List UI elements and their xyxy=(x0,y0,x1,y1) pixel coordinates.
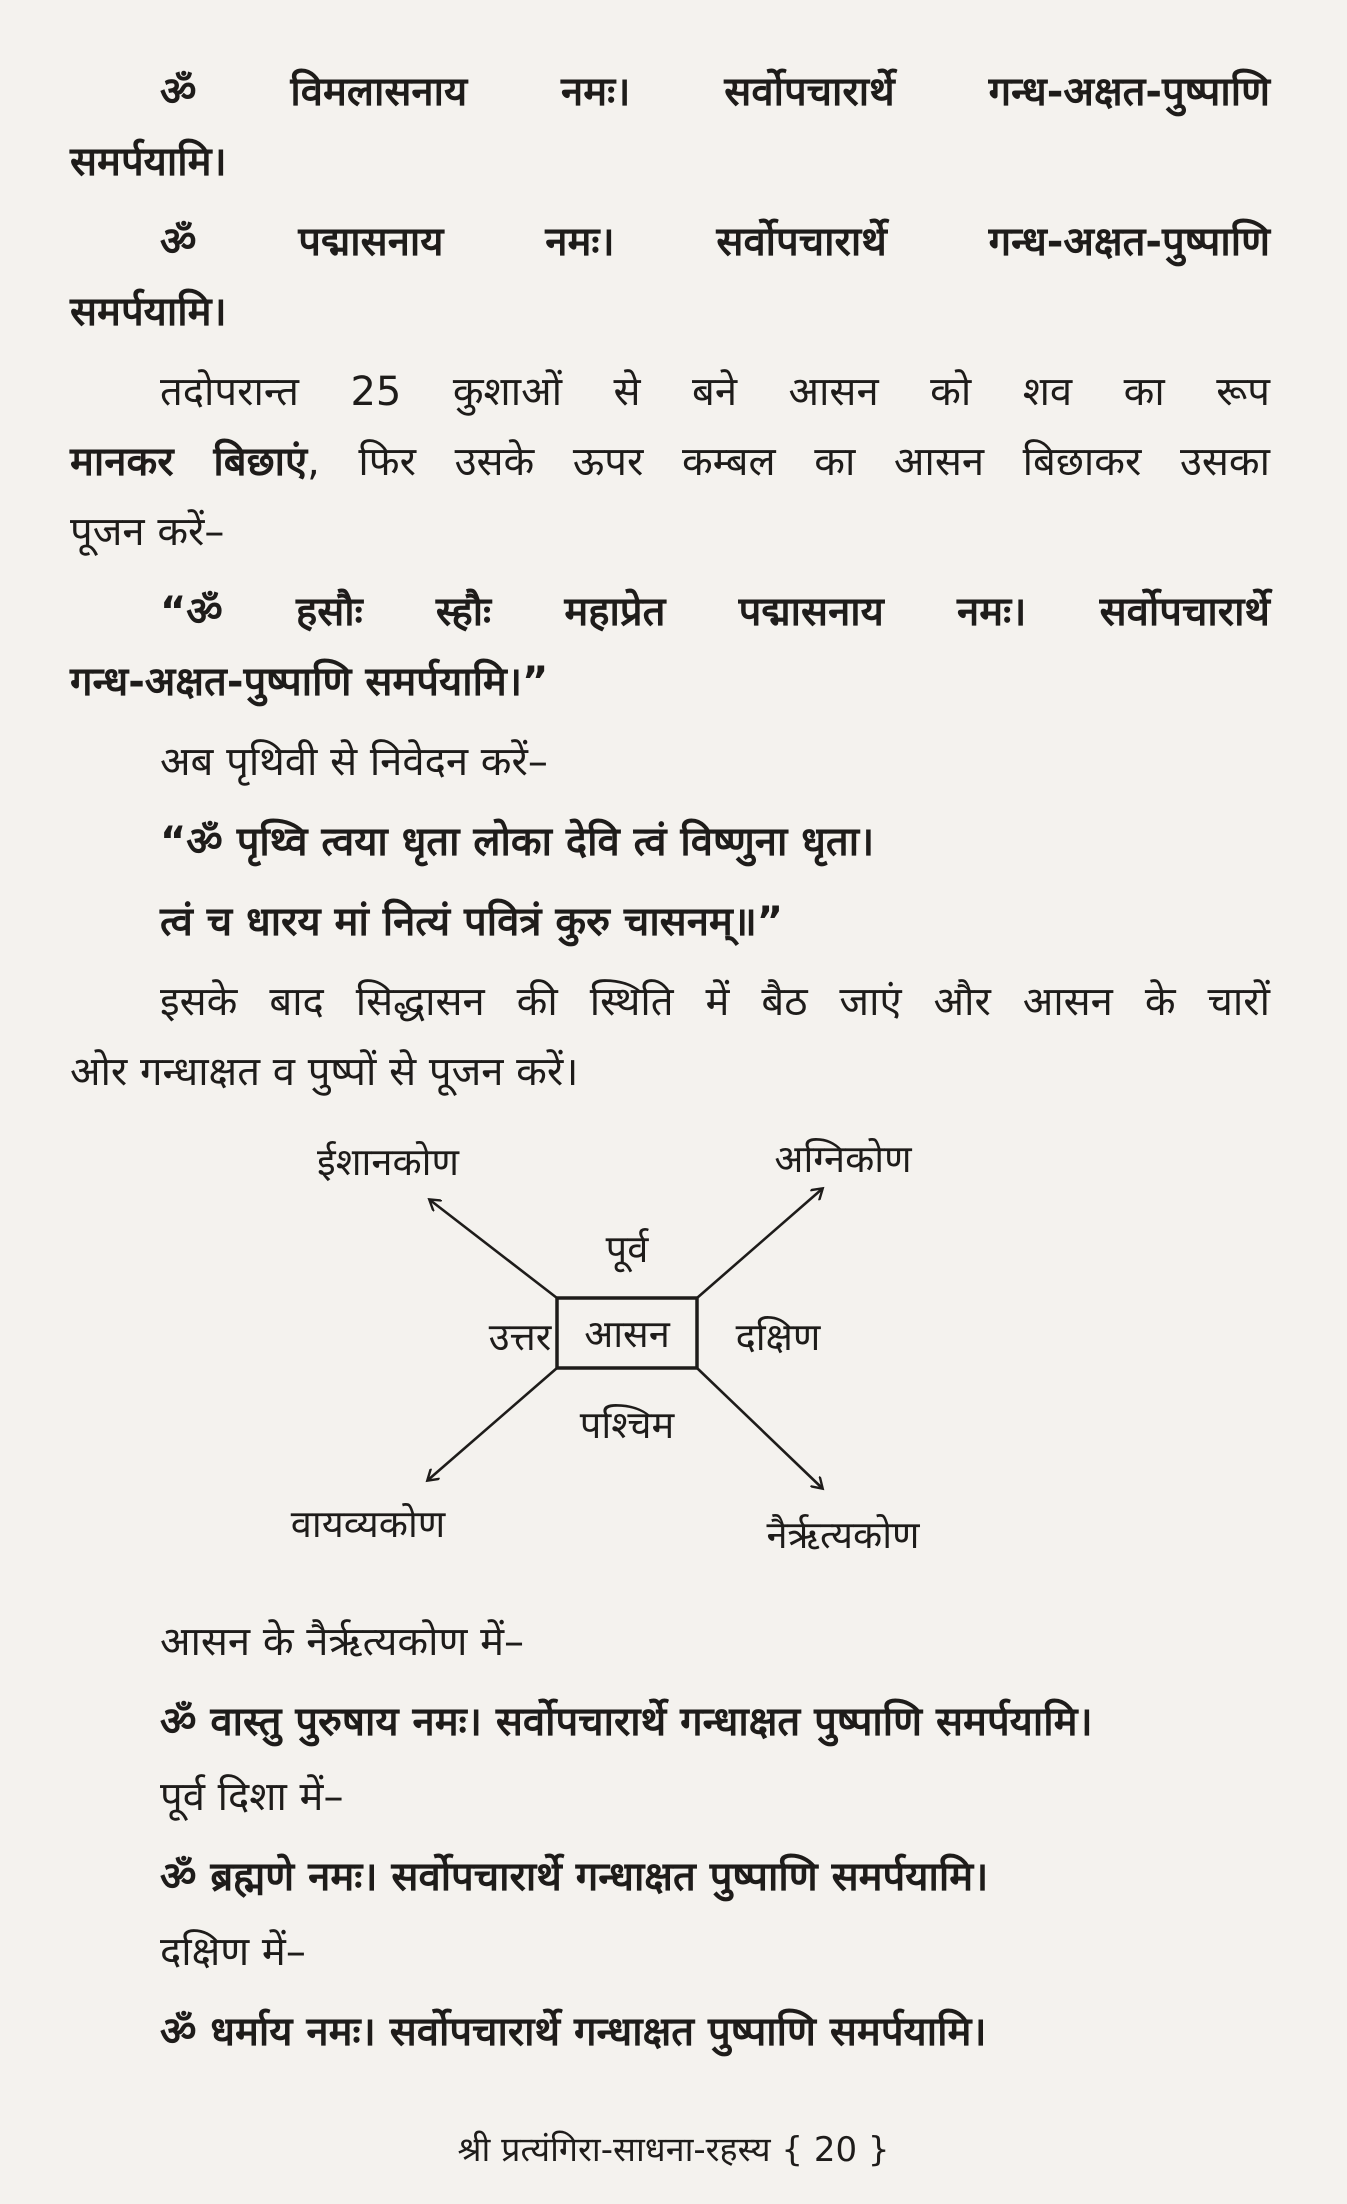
label-southwest-corner: नैर्ऋत्यकोण xyxy=(766,1513,920,1557)
mantra-brahma: ॐ ब्रह्मणे नमः। सर्वोपचारार्थे गन्धाक्षत पुष्पाणि समर्पयामि। xyxy=(160,1854,989,1900)
instruction-prithvi: अब पृथिवी से निवेदन करें– xyxy=(160,739,548,785)
label-north: उत्तर xyxy=(488,1315,552,1359)
mantra-mahapreta-line1: “ॐ हसौः स्हौः महाप्रेत पद्मासनाय नमः। सर्वोपचारार्थे xyxy=(160,589,1270,635)
mantra-dharma: ॐ धर्माय नमः। सर्वोपचारार्थे गन्धाक्षत पुष्पाणि समर्पयामि। xyxy=(160,2009,987,2055)
arrow-northwest xyxy=(430,1200,557,1298)
arrow-northeast xyxy=(697,1189,822,1298)
page-footer xyxy=(0,2128,1347,2172)
instruction-kusha-line1: तदोपरान्त 25 कुशाओं से बने आसन को शव का रूप xyxy=(160,369,1270,415)
instruction-kusha-line3: पूजन करें– xyxy=(70,509,225,555)
label-asana: आसन xyxy=(584,1312,670,1356)
mantra-padmasana-line2: समर्पयामि। xyxy=(70,289,227,335)
shloka-prithvi-line1: “ॐ पृथ्वि त्वया धृता लोका देवि त्वं विष्णुना धृता। xyxy=(160,819,875,865)
instruction-east: पूर्व दिशा में– xyxy=(160,1774,344,1820)
mantra-padmasana-line1: ॐ पद्मासनाय नमः। सर्वोपचारार्थे गन्ध-अक्षत-पुष्पाणि xyxy=(160,219,1270,265)
shloka-prithvi-line2: त्वं च धारय मां नित्यं पवित्रं कुरु चासनम्॥” xyxy=(160,899,784,945)
mantra-vimalasana-line1: ॐ विमलासनाय नमः। सर्वोपचारार्थे गन्ध-अक्षत-पुष्पाणि xyxy=(160,69,1270,115)
instruction-kusha-emphasis: मानकर बिछाएं xyxy=(70,439,308,485)
instruction-siddhasana-line1: इसके बाद सिद्धासन की स्थिति में बैठ जाएं और आसन के चारों xyxy=(160,979,1270,1025)
mantra-vastu-purusha: ॐ वास्तु पुरुषाय नमः। सर्वोपचारार्थे गन्धाक्षत पुष्पाणि समर्पयामि। xyxy=(160,1699,1093,1745)
book-title: श्री प्रत्यंगिरा-साधना-रहस्य xyxy=(457,2130,771,2170)
instruction-nairritya: आसन के नैर्ऋत्यकोण में– xyxy=(160,1619,525,1665)
arrow-southwest xyxy=(428,1368,557,1480)
mantra-vimalasana-line2: समर्पयामि। xyxy=(70,139,227,185)
label-west: पश्चिम xyxy=(579,1403,675,1447)
label-east: पूर्व xyxy=(605,1227,649,1271)
arrow-southeast xyxy=(697,1368,822,1488)
mantra-mahapreta-line2: गन्ध-अक्षत-पुष्पाणि समर्पयामि।” xyxy=(70,659,549,705)
instruction-south: दक्षिण में– xyxy=(160,1929,306,1975)
label-northeast-corner: ईशानकोण xyxy=(317,1140,459,1184)
label-southeast-corner: अग्निकोण xyxy=(774,1137,912,1181)
label-northwest-corner: वायव्यकोण xyxy=(290,1502,446,1546)
instruction-kusha-rest: , फिर उसके ऊपर कम्बल का आसन बिछाकर उसका xyxy=(307,439,1270,485)
instruction-siddhasana-line2: ओर गन्धाक्षत व पुष्पों से पूजन करें। xyxy=(70,1049,579,1095)
page-number: { 20 } xyxy=(781,2130,890,2170)
label-south: दक्षिण xyxy=(735,1315,821,1359)
